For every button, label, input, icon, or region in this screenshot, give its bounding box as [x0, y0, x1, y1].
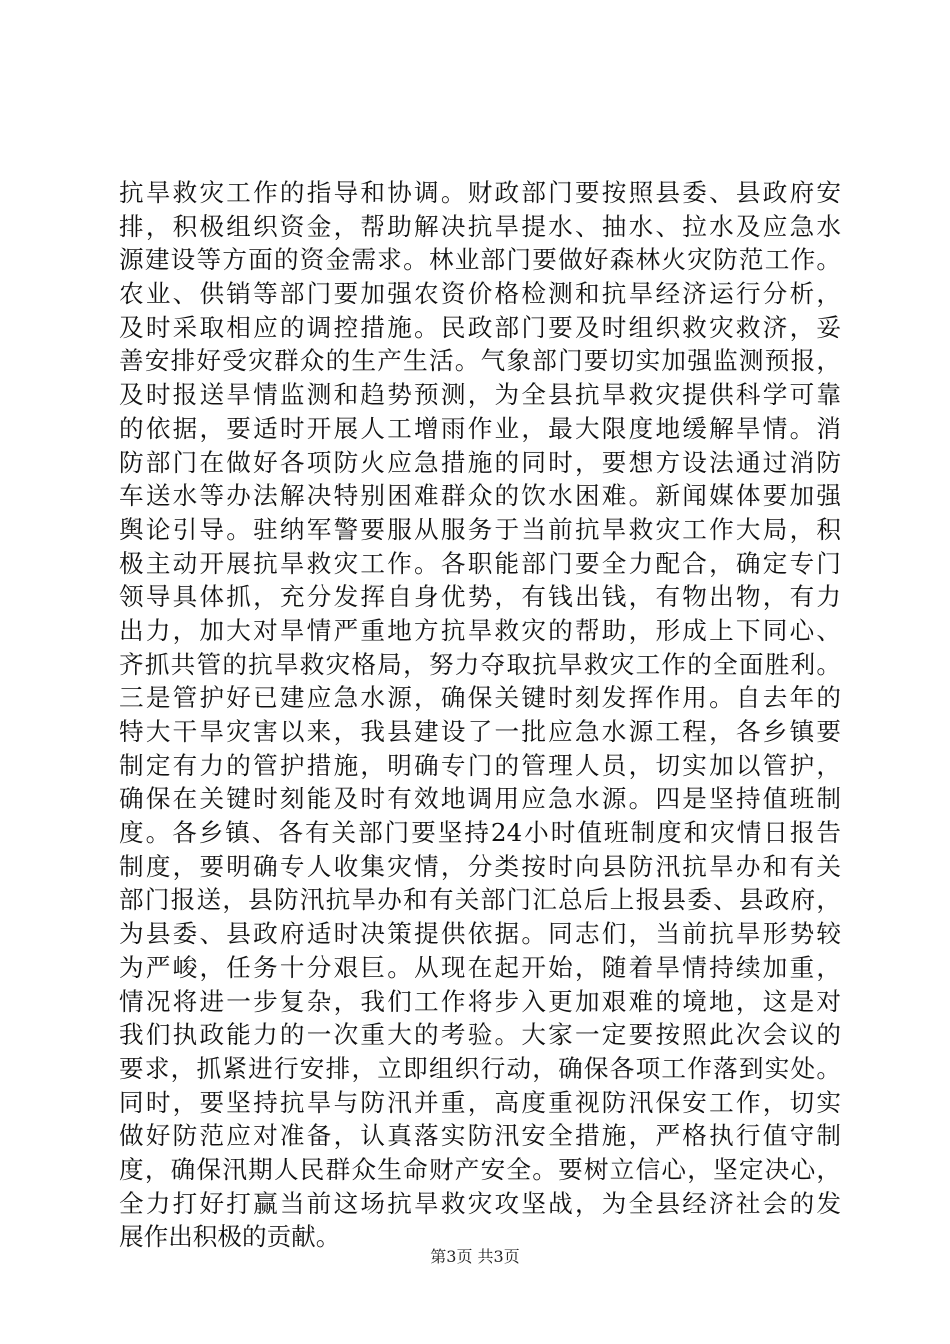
text-line: 全力打好打赢当前这场抗旱救灾攻坚战，为全县经济社会的发	[119, 1188, 841, 1218]
text-line: 源建设等方面的资金需求。林业部门要做好森林火灾防范工作。	[119, 245, 841, 275]
text-line: 善安排好受灾群众的生产生活。气象部门要切实加强监测预报，	[119, 346, 841, 376]
text-line: 度。各乡镇、各有关部门要坚持24小时值班制度和灾情日报告	[119, 818, 841, 848]
text-line: 制定有力的管护措施，明确专门的管理人员，切实加以管护，	[119, 750, 841, 780]
text-line: 制度，要明确专人收集灾情，分类按时向县防汛抗旱办和有关	[119, 851, 841, 881]
text-line: 做好防范应对准备，认真落实防汛安全措施，严格执行值守制	[119, 1121, 841, 1151]
text-line: 我们执政能力的一次重大的考验。大家一定要按照此次会议的	[119, 1020, 841, 1050]
page-footer: 第3页 共3页	[430, 1247, 520, 1266]
text-line: 齐抓共管的抗旱救灾格局，努力夺取抗旱救灾工作的全面胜利。	[119, 649, 841, 679]
text-line: 舆论引导。驻纳军警要服从服务于当前抗旱救灾工作大局，积	[119, 514, 841, 544]
text-line: 部门报送，县防汛抗旱办和有关部门汇总后上报县委、县政府，	[119, 885, 841, 915]
text-line: 情况将进一步复杂，我们工作将步入更加艰难的境地，这是对	[119, 986, 841, 1016]
text-line: 防部门在做好各项防火应急措施的同时，要想方设法通过消防	[119, 447, 841, 477]
text-line: 度，确保汛期人民群众生命财产安全。要树立信心，坚定决心，	[119, 1154, 841, 1184]
text-line: 排，积极组织资金，帮助解决抗旱提水、抽水、拉水及应急水	[119, 211, 841, 241]
text-line: 同时，要坚持抗旱与防汛并重，高度重视防汛保安工作，切实	[119, 1087, 841, 1117]
body-text	[119, 176, 841, 1254]
text-line: 车送水等办法解决特别困难群众的饮水困难。新闻媒体要加强	[119, 481, 841, 511]
text-line: 及时报送旱情监测和趋势预测，为全县抗旱救灾提供科学可靠	[119, 380, 841, 410]
text-line: 农业、供销等部门要加强农资价格检测和抗旱经济运行分析，	[119, 279, 841, 309]
text-line: 出力，加大对旱情严重地方抗旱救灾的帮助，形成上下同心、	[119, 615, 841, 645]
text-line: 三是管护好已建应急水源，确保关键时刻发挥作用。自去年的	[119, 683, 841, 713]
text-line: 极主动开展抗旱救灾工作。各职能部门要全力配合，确定专门	[119, 548, 841, 578]
text-line: 的依据，要适时开展人工增雨作业，最大限度地缓解旱情。消	[119, 413, 841, 443]
text-line: 为严峻，任务十分艰巨。从现在起开始，随着旱情持续加重，	[119, 952, 841, 982]
text-line: 为县委、县政府适时决策提供依据。同志们，当前抗旱形势较	[119, 919, 841, 949]
text-line: 抗旱救灾工作的指导和协调。财政部门要按照县委、县政府安	[119, 178, 841, 207]
text-line: 特大干旱灾害以来，我县建设了一批应急水源工程，各乡镇要	[119, 717, 841, 746]
text-line: 展作出积极的贡献。	[119, 1222, 341, 1252]
text-line: 领导具体抓，充分发挥自身优势，有钱出钱，有物出物，有力	[119, 582, 841, 612]
text-line: 要求，抓紧进行安排，立即组织行动，确保各项工作落到实处。	[119, 1053, 841, 1083]
text-line: 确保在关键时刻能及时有效地调用应急水源。四是坚持值班制	[119, 784, 841, 814]
text-line: 及时采取相应的调控措施。民政部门要及时组织救灾救济，妥	[119, 312, 841, 342]
